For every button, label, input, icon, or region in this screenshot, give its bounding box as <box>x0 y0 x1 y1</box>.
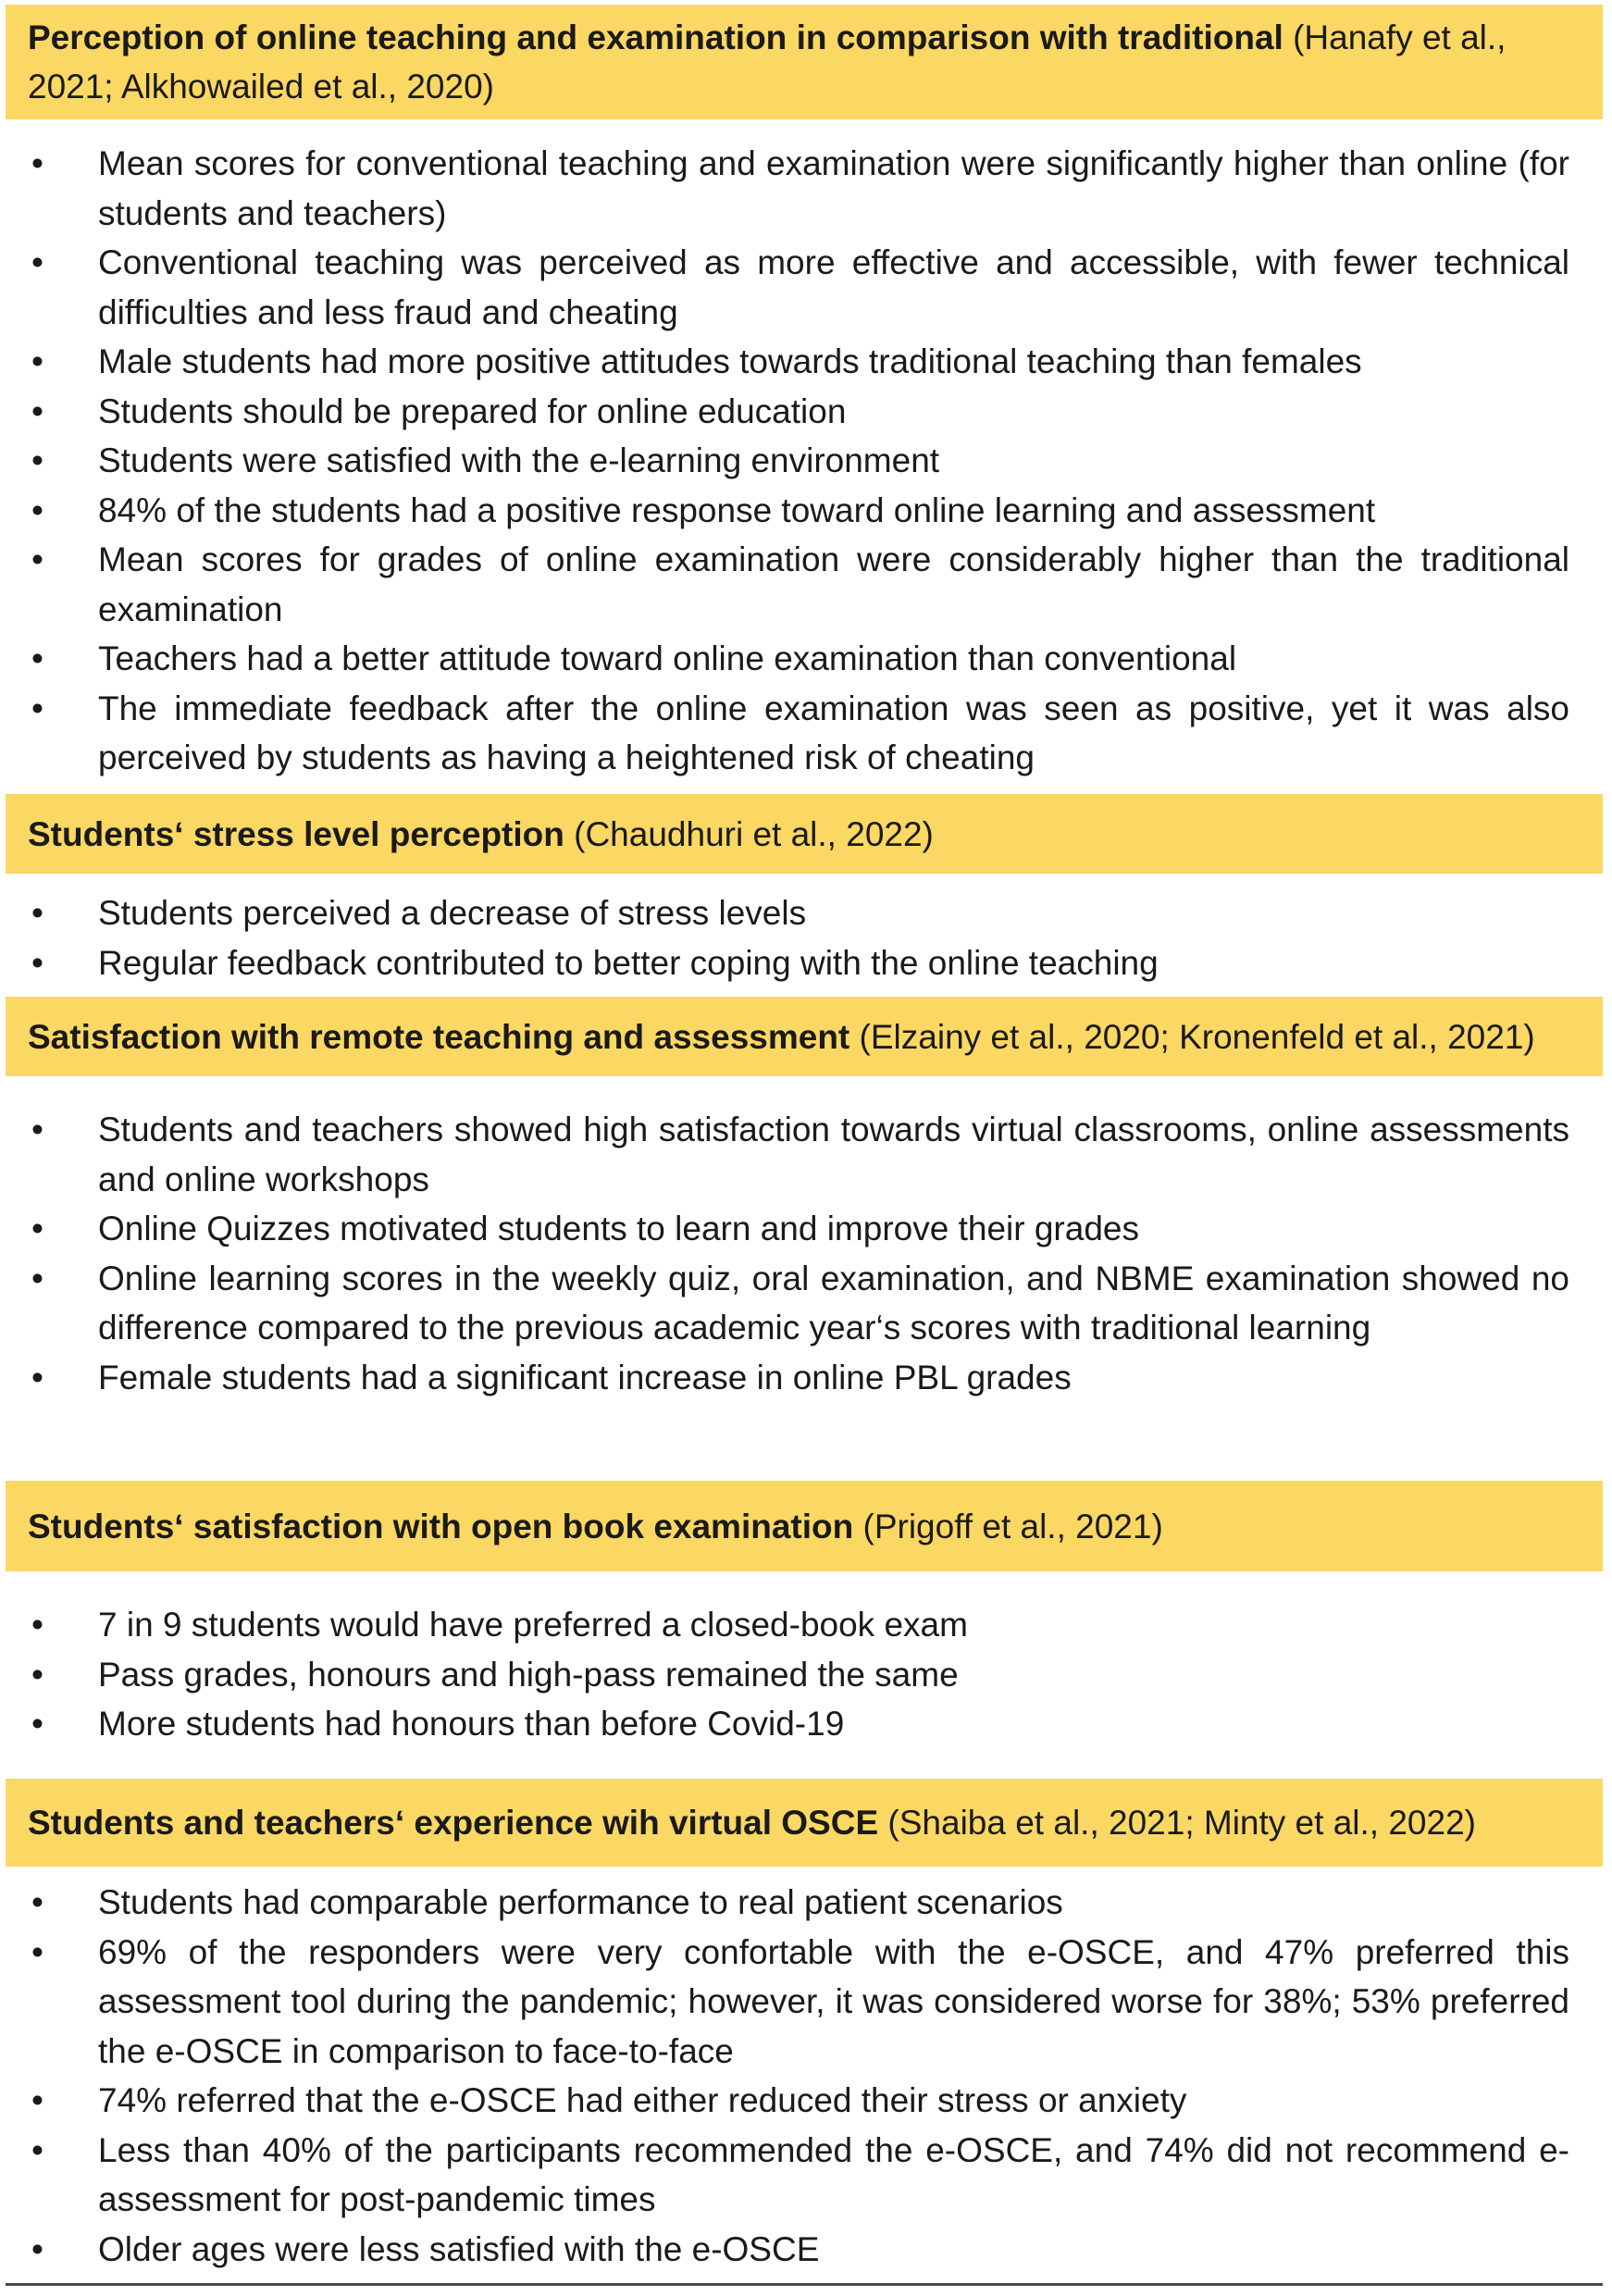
list-item: • Students were satisfied with the e-learning environment <box>6 436 1603 486</box>
list-item: • 84% of the students had a positive response toward online learning and assessment <box>6 486 1603 536</box>
section-title: Students‘ satisfaction with open book examination <box>28 1507 854 1545</box>
section-citation: (Chaudhuri et al., 2022) <box>574 814 934 853</box>
list-item: • Online learning scores in the weekly quiz, oral examination, and NBME examination showed no difference compared to the previous academic year‘s scores with traditional learning <box>6 1254 1603 1353</box>
list-item: • Conventional teaching was perceived as more effective and accessible, with fewer technical difficulties and less fraud and cheating <box>6 238 1603 337</box>
section-citation: (Shaiba et al., 2021; Minty et al., 2022) <box>887 1804 1476 1842</box>
list-item: • Students should be prepared for online education <box>6 387 1603 437</box>
list-item: • 74% referred that the e-OSCE had either reduced their stress or anxiety <box>6 2076 1603 2126</box>
list-item: • Online Quizzes motivated students to learn and improve their grades <box>6 1204 1603 1254</box>
list-item: • 7 in 9 students would have preferred a closed-book exam <box>6 1600 1603 1650</box>
list-item: • Students perceived a decrease of stress levels <box>6 888 1603 938</box>
section-title: Satisfaction with remote teaching and assessment <box>28 1017 850 1056</box>
list-item: • The immediate feedback after the online examination was seen as positive, yet it was also perceived by students as having a heightened risk of cheating <box>6 684 1603 783</box>
section-title: Students‘ stress level perception <box>28 814 564 853</box>
list-item: • Teachers had a better attitude toward online examination than conventional <box>6 634 1603 684</box>
section-header-open-book <box>6 1481 1603 1571</box>
list-item: • Female students had a significant increase in online PBL grades <box>6 1353 1603 1403</box>
section-citation: (Prigoff et al., 2021) <box>862 1507 1163 1545</box>
section-citation: (Hanafy et al., 2021; Alkhowailed et al., 2020) <box>28 19 1507 105</box>
list-item: • Pass grades, honours and high-pass remained the same <box>6 1650 1603 1700</box>
bottom-divider <box>6 2283 1603 2286</box>
section-list-osce <box>6 1878 1603 2274</box>
section-list-open-book <box>6 1600 1603 1749</box>
list-item: • Regular feedback contributed to better coping with the online teaching <box>6 938 1603 988</box>
list-item: • Mean scores for grades of online examination were considerably higher than the traditional examination <box>6 535 1603 634</box>
list-item: • More students had honours than before Covid-19 <box>6 1699 1603 1749</box>
list-item: • 69% of the responders were very confortable with the e-OSCE, and 47% preferred this assessment tool during the pandemic; however, it was considered worse for 38%; 53% preferred the e-OSCE in comparison to face-to-face <box>6 1928 1603 2077</box>
section-list-stress <box>6 888 1603 987</box>
section-list-perception <box>6 139 1603 783</box>
section-citation: (Elzainy et al., 2020; Kronenfeld et al., 2021) <box>859 1017 1535 1056</box>
section-list-satisfaction <box>6 1105 1603 1402</box>
list-item: • Mean scores for conventional teaching and examination were significantly higher than online (for students and teachers) <box>6 139 1603 238</box>
section-header-stress <box>6 794 1603 874</box>
section-header-osce <box>6 1779 1603 1867</box>
list-item: • Less than 40% of the participants recommended the e-OSCE, and 74% did not recommend e-assessment for post-pandemic times <box>6 2126 1603 2225</box>
list-item: • Students had comparable performance to real patient scenarios <box>6 1878 1603 1928</box>
section-title: Perception of online teaching and examination in comparison with traditional <box>28 19 1283 56</box>
section-title: Students and teachers‘ experience wih virtual OSCE <box>28 1804 879 1842</box>
list-item: • Older ages were less satisfied with the e-OSCE <box>6 2225 1603 2275</box>
list-item: • Male students had more positive attitudes towards traditional teaching than females <box>6 337 1603 387</box>
section-header-perception <box>6 5 1603 119</box>
list-item: • Students and teachers showed high satisfaction towards virtual classrooms, online assessments and online workshops <box>6 1105 1603 1204</box>
section-header-satisfaction <box>6 997 1603 1076</box>
